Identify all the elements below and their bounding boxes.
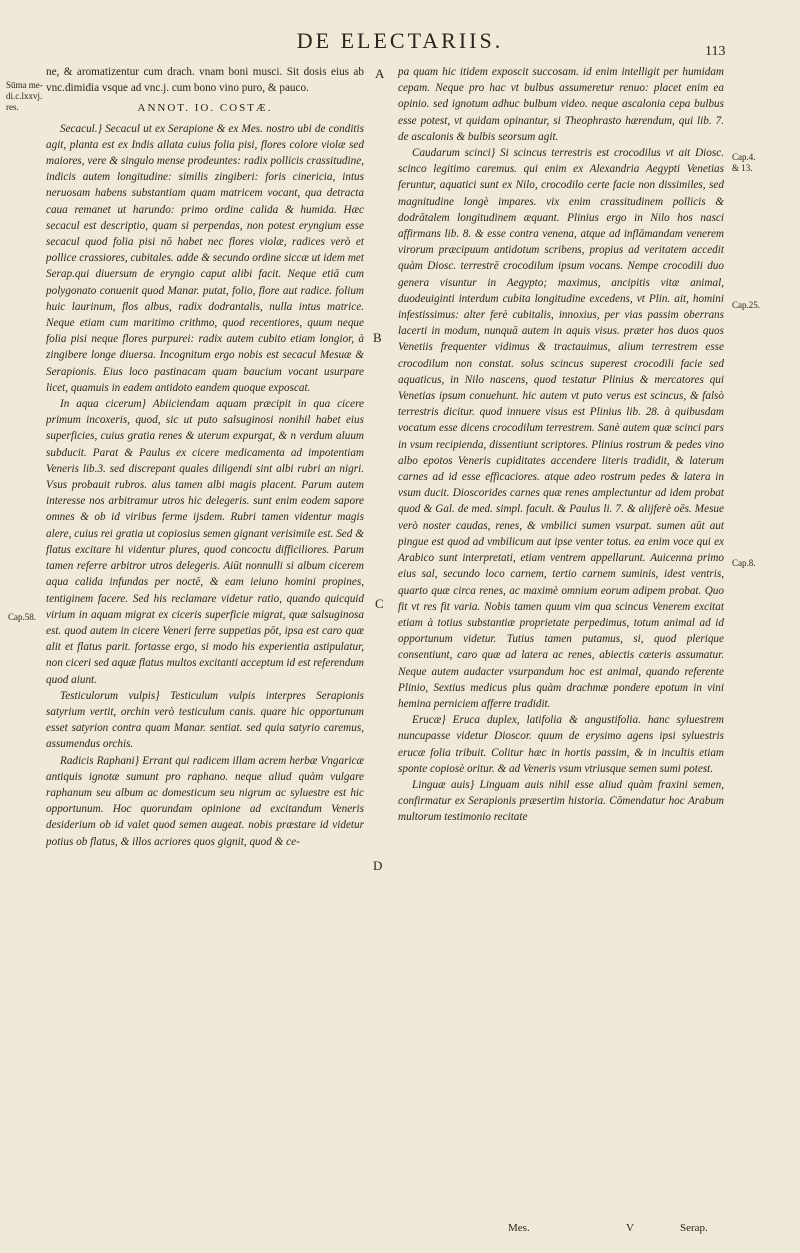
paragraph: Caudarum scinci} Si scincus terrestris est crocodilus vt ait Diosc. scinco legitimo caremus. qui enim ex Alexandria Aegypti Venetias feruntur, aquatici sunt ex Nilo, crocodilo certe facie non dissimiles, sed magnitudine longè impares. vix enim crassitudinem pollicis & dodrātalem longitudinem æquant. Plinius ergo in Nilo hos nasci affirmans lib. 8. & esse contra venena, atque ad inflāmandam venerem virorum præcipuum antidotum scribens, propius ad veritatem accedit quàm Diosc. terrestrē crocodilum ipsum vocans. Nempe crocodili duo genera visuntur in Aegypto; maximus, ancipitis vitæ animal, duodeuiginti interdum cubita longitudine excedens, vt Plin. ait, homini infestissimus: alter ferè cubitalis, innoxius, per vias passim oberrans lacerti in modum, nunquā autem in aquis visus. præter hos duos quos Venetiis frequenter vidimus & tractauimus, alium terrestrem esse crocodilum non constat. solus scincus superest crocodili facie sed aquaticus, in Nilo nascens, quod testatur Plinius & mercatores qui Venetias ipsum conuehunt. hic autem vt puto verus est scincus, & falsò terrestris dicitur. quod innuere visus est Plinius lib. 28. à quibusdam vocatum esse dicens crocodilum terrestrem. Sanè autem quæ scinci pars in vsum recipienda, dissentiunt scriptores. Plinius rostrum & pedes vino albo epotos Veneris cupiditates accendere literis tradidit, & laterum carnes ad id esse efficaciores. atque adeo rostrum pedes & latera in vsum ducit. Dioscorides carnes quæ renes amplectuntur ad idem probat quod & Gal. de med. simpl. facult. & Paulus li. 7. & alijferè oēs. Mesue verò noster caudas, renes, & vmbilici sumen vsurpat. sumen aūt aut pingue est quod ad vmbilicum aut ipse venter totus. ea enim voce qui ex Arabico sunt interpretati, etiam ventrem appellarunt. Auicenna primo eius sal, secundo loco carnem, tertio carnem suminis, idest ventris, quarto quæ circa renes, ac maximè omnium eorum adipem probat. Quo fit vt res fit varia. Nobis tamen quum vim qua scincus Venerem excitat etiam à totius substantiæ proprietate perpedimus, totum animal ad id opportunum videtur. Tutius tamen putamus, si, quod plerique consentiunt, caro quæ ad latera ac renes, abiectis cæteris assumatur. Neque autem audacter vsurpandum hoc est animal, quando referente Plinio, Sextius medicus plus quàm drachmæ pondere epotum in vini hemina perniciem afferre tradidit. — [398, 147, 724, 710]
margin-note-right-mid2: Cap.8. — [732, 558, 756, 568]
margin-note-left-mid: Cap.58. — [8, 612, 36, 622]
annotation-heading: ANNOT. IO. COSTÆ. — [137, 102, 273, 115]
left-column — [46, 64, 364, 850]
section-letter-b: B — [373, 330, 382, 345]
paragraph: Erucæ} Eruca duplex, latifolia & angustifolia. hanc syluestrem nuncupasse videtur Dioscor. quum de erysimo agens ipsi syluestris erucæ folia tribuit. Colitur hæc in hortis passim, & in incultis etiam sponte copiosè oritur. & ad Veneris vsum vtriusque semen sumi potest. — [398, 714, 724, 775]
catchword-right: Serap. — [680, 1222, 708, 1234]
paragraph: Radicis Raphani} Errant qui radicem illam acrem herbæ Vngaricæ antiquis ignotæ sumunt pro raphano. neque aliud quàm vulgare raphanum seu album ac domesticum seu nigrum ac syluestre est hic opportunum. Hoc quorundam opinione ad excitandum Veneris desiderium ob id valet quod semen augeat. nobis præstare id videtur potius ob flatus, & illos acriores quos gignit, quod & ce- — [46, 754, 364, 848]
section-letter-c: C — [375, 596, 384, 611]
paragraph: Linguæ auis} Linguam auis nihil esse aliud quàm fraxini semen, confirmatur ex Serapionis præsertim historia. Cōmendatur hoc Arabum multorum testimonio recitate — [398, 778, 724, 824]
margin-note-right-mid1: Cap.25. — [732, 300, 760, 310]
paragraph: In aqua cicerum} Abiiciendam aquam præcipit in qua cicere primum incoxeris, quod, sic ut puto salsuginosi nonihil habet eius superficies, cuius gratia renes & uterum expurgat, & n verdum aluum subducit. Parat & Paulus ex cicere medicamenta ad impotentiam Veneris lib.3. sed discrepant quales diligendi sint albi rubri an nigri. Vsus probauit rubros. alus tamen albi magis placent. Parum autem interesse nos arbitramur utros hic delegeris. sunt enim eodem sapore omnes & ob id viribus ferme ijsdem. Rubri tamen videntur magis alere, cuius rei gratia ut copiosius semen gignant verisimile est. Sed & flatus excitare hi videntur plures, quod concoctu difficiliores. Parum tamen referre arbitror utros delegeris. Aiūt nonnulli si album cicerem aqua calida infundas per noctē, & eam ieiuno homini propines, tentiginem facere. Sed his reclamare videtur ratio, quando quicquid virium in aquam migrat ex ciceris superficie migrat, quæ salsuginosa est. quod autem in cicere Veneri ferre suppetias pōt, ipsa est caro quæ alit et flatus parit. fortasse ergo, si modo his experientia astipulatur, non ciceri sed aquæ flatus multos excitanti acceptum id est referendum quod aiunt. — [46, 398, 364, 686]
catchword-left: Mes. — [508, 1222, 530, 1234]
running-head: DE ELECTARIIS. — [296, 28, 504, 53]
section-letter-d: D — [373, 858, 383, 873]
margin-note-left-top: Sūma me- di.c.lxxvj. res. — [6, 80, 43, 112]
page-number: 113 — [705, 44, 726, 59]
opening-text: ne, & aromatizentur cum drach. vnam boni musci. Sit dosis eius ab vnc.dimidia vsque ad vnc.j. cum bono vino puro, & pauco. — [46, 66, 364, 95]
paragraph: pa quam hic itidem exposcit succosam. id enim intelligit per humidam cepam. Neque pro hac vt bulbus assumeretur renuo: placet enim ea opinio. sed ignotum adhuc bulbum video. neque ascalonia cepa bulbus esse potest, vt quidam opinantur, si Theophrasto hærendum, qui lib. 7. de ascalonis & bulbis seorsum agit. — [398, 66, 724, 143]
paragraph: Testiculorum vulpis} Testiculum vulpis interpres Serapionis satyrium vertit, orchin verò testiculum canis. quare hic opportunum esset satyrion contra quam Manar. sentiat. sed quia satyrio caremus, assumendus orchis. — [46, 689, 364, 751]
section-letter-a: A — [375, 66, 385, 81]
right-column — [398, 64, 724, 826]
margin-note-right-top: Cap.4. & 13. — [732, 152, 756, 173]
signature-mark: V — [626, 1222, 634, 1234]
paragraph: Secacul.} Secacul ut ex Serapione & ex Mes. nostro ubi de conditis agit, planta est ex Indis allata cuius folia pisi, flores colore violæ sed maiores, vere & singulo mense prodeuntes: radix pollicis crassitudine, indicis autem longitudine: similis zingiberi: foris cinericia, intus neruosam habens substantiam quam matricem vocant, qua detracta caua remanet ut harundo: primo ordine calida & humida. Hæc secacul est descriptio, quam si perpendas, non potest eryngium esse secacul quod folia pisi nō habet nec flores violæ, radices verò et pollice crassiores, cubitales. adde & secundo ordine siccæ ut idem met Serap.qui diuersum de eryngio caput alibi facit. Neque etiā cum polygonato conuenit quod Manar. putat, folio, flore aut radice. folium huic laurinum, flos albus, radix dodrantalis, nulla intus matrice. Neque etiam cum maritimo crithmo, quod recentiores, quum neque folia pisi neque flores purpurei: radix autem cubito etiam longior, à zingibere longe diuersa. Incognitum ergo nobis est secacul Mesuæ & Serapionis. Eius loco pastinacam quam baucium vocant usurpare licet, quamuis in eadem antidoto eandem quoque exposcat. — [46, 122, 364, 394]
